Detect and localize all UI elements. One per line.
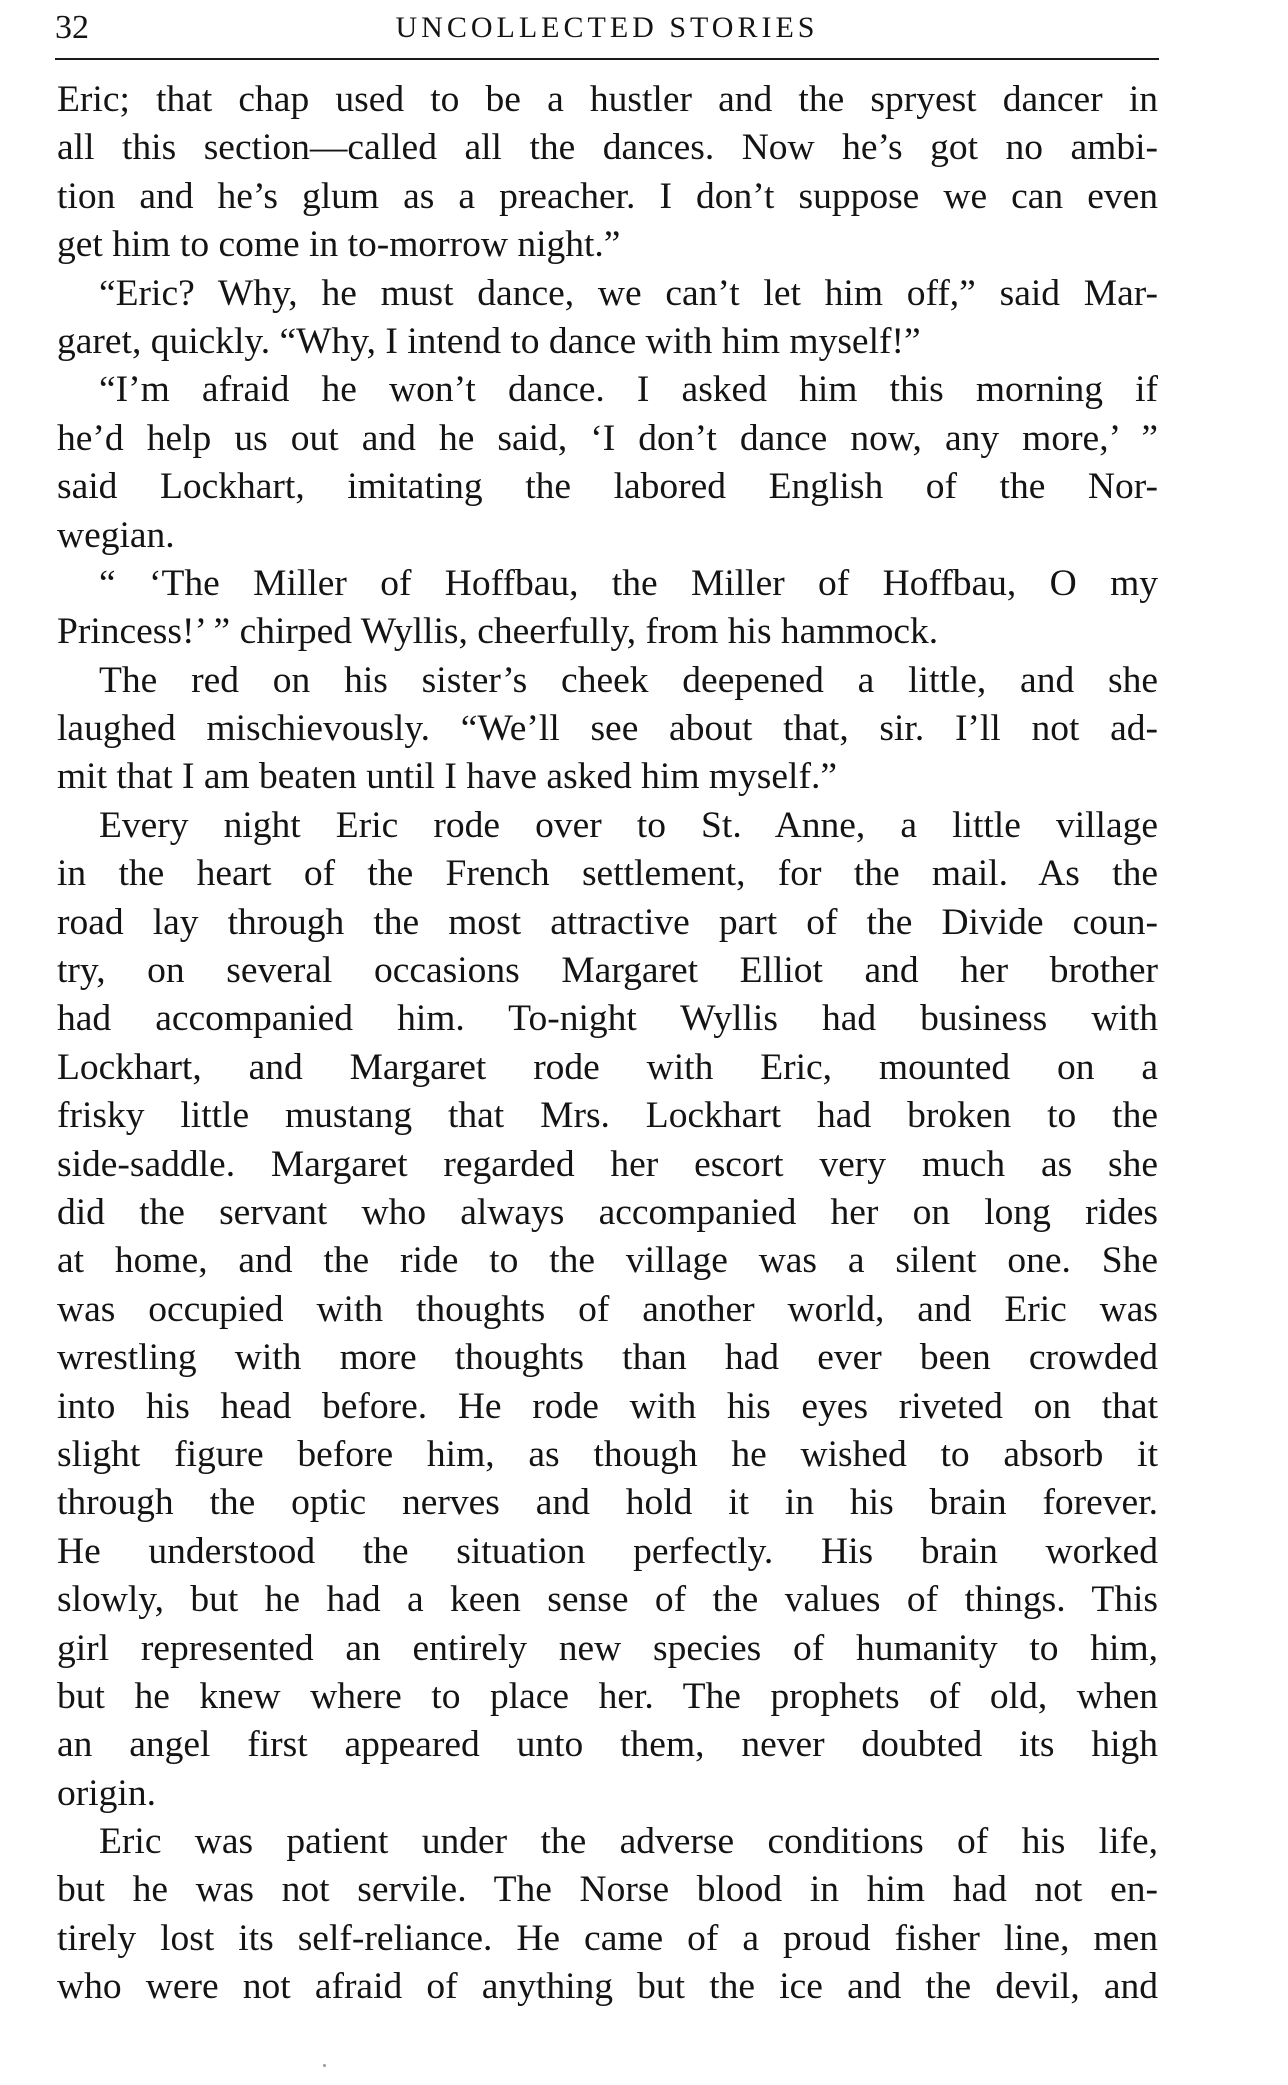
text-line: in the heart of the French settlement, for the mail. As the (57, 853, 1158, 895)
text-line: “ ‘The Miller of Hoffbau, the Miller of Hoffbau, O my (99, 562, 1158, 604)
text-line: Eric was patient under the adverse conditions of his life, (99, 1821, 1158, 1863)
text-line: road lay through the most attractive part of the Divide coun- (57, 901, 1158, 943)
text-line: but he knew where to place her. The prophets of old, when (57, 1675, 1158, 1717)
text-line: girl represented an entirely new species of humanity to him, (57, 1627, 1158, 1669)
text-line: through the optic nerves and hold it in his brain forever. (57, 1482, 1158, 1524)
text-line: laughed mischievously. “We’ll see about that, sir. I’ll not ad- (57, 708, 1158, 750)
text-line: wegian. (57, 514, 175, 556)
text-line: try, on several occasions Margaret Elliot and her brother (57, 950, 1158, 992)
text-line: The red on his sister’s cheek deepened a little, and she (99, 659, 1158, 701)
text-line: had accompanied him. To-night Wyllis had business with (57, 998, 1158, 1040)
text-line: garet, quickly. “Why, I intend to dance with him myself!” (57, 320, 921, 362)
page-number: 32 (55, 9, 89, 46)
text-line: he’d help us out and he said, ‘I don’t dance now, any more,’ ” (57, 417, 1158, 459)
text-line: mit that I am beaten until I have asked him myself.” (57, 756, 837, 798)
text-line: “Eric? Why, he must dance, we can’t let him off,” said Mar- (99, 272, 1158, 314)
text-line: slowly, but he had a keen sense of the values of things. This (57, 1579, 1158, 1621)
text-line: slight figure before him, as though he wished to absorb it (57, 1433, 1158, 1475)
text-line: at home, and the ride to the village was a silent one. She (57, 1240, 1158, 1282)
text-line: who were not afraid of anything but the ice and the devil, and (57, 1966, 1158, 2008)
printing-speck (323, 2064, 326, 2067)
body-text (57, 76, 1158, 2012)
running-title: UNCOLLECTED STORIES (395, 11, 819, 44)
text-line: Princess!’ ” chirped Wyllis, cheerfully, from his hammock. (57, 611, 939, 653)
text-line: said Lockhart, imitating the labored English of the Nor- (57, 466, 1158, 508)
text-line: Lockhart, and Margaret rode with Eric, mounted on a (57, 1046, 1158, 1088)
text-line: Every night Eric rode over to St. Anne, a little village (99, 804, 1158, 846)
text-line: frisky little mustang that Mrs. Lockhart had broken to the (57, 1095, 1158, 1137)
text-line: into his head before. He rode with his eyes riveted on that (57, 1385, 1158, 1427)
text-line: wrestling with more thoughts than had ever been crowded (57, 1337, 1158, 1379)
text-line: origin. (57, 1772, 156, 1814)
text-line: an angel first appeared unto them, never doubted its high (57, 1724, 1158, 1766)
text-line: did the servant who always accompanied her on long rides (57, 1191, 1158, 1233)
text-line: get him to come in to-morrow night.” (57, 224, 621, 266)
text-line: Eric; that chap used to be a hustler and the spryest dancer in (57, 79, 1158, 120)
text-line: but he was not servile. The Norse blood in him had not en- (57, 1869, 1158, 1911)
running-head (55, 8, 1159, 48)
header-rule (55, 58, 1159, 60)
text-line: tirely lost its self-reliance. He came of a proud fisher line, men (57, 1917, 1158, 1959)
text-line: He understood the situation perfectly. His brain worked (57, 1530, 1158, 1572)
text-line: tion and he’s glum as a preacher. I don’t suppose we can even (57, 175, 1158, 217)
text-line: was occupied with thoughts of another world, and Eric was (57, 1288, 1158, 1330)
text-line: side-saddle. Margaret regarded her escort very much as she (57, 1143, 1158, 1185)
text-line: all this section—called all the dances. Now he’s got no ambi- (57, 127, 1158, 169)
text-line: “I’m afraid he won’t dance. I asked him this morning if (99, 369, 1158, 411)
